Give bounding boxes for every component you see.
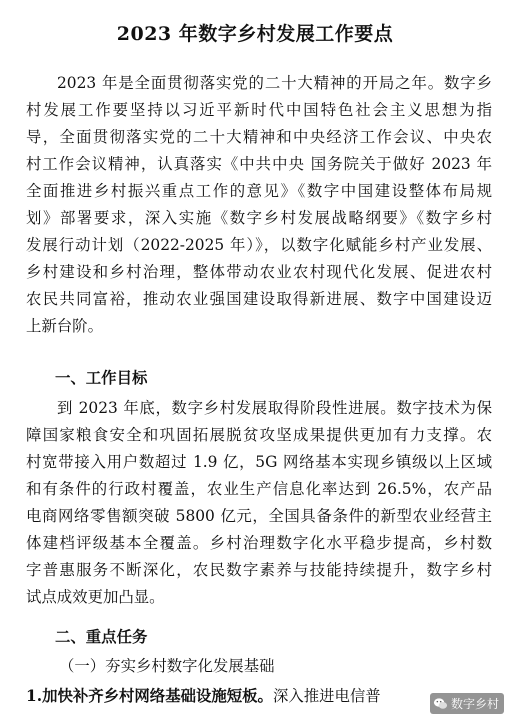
goals-line: 到 2023 年底，数字乡村发展取得阶段性进展。数字技术为保: [57, 399, 492, 417]
goals-line: 体建档评级基本全覆盖。乡村治理数字化水平稳步提高，乡村数: [26, 534, 492, 552]
task-line: [26, 686, 492, 706]
section-heading-goals: 一、工作目标: [55, 369, 148, 387]
watermark-text: 数字乡村: [450, 697, 499, 711]
watermark: [430, 693, 504, 714]
intro-line: 划》部署要求，深入实施《数字乡村发展战略纲要》《数字乡村: [26, 209, 492, 227]
goals-line: 字普惠服务不断深化，农民数字素养与技能持续提升，数字乡村: [26, 561, 492, 579]
intro-line: 村工作会议精神，认真落实《中共中央 国务院关于做好 2023 年: [26, 155, 492, 173]
intro-line: 乡村建设和乡村治理，整体带动农业农村现代化发展、促进农村: [26, 263, 492, 281]
intro-line: 全面推进乡村振兴重点工作的意见》《数字中国建设整体布局规: [26, 182, 492, 200]
goals-line: 试点成效更加凸显。: [26, 588, 165, 606]
task-title: 1.加快补齐乡村网络基础设施短板。: [26, 687, 273, 705]
intro-line: 农民共同富裕，推动农业强国建设取得新进展、数字中国建设迈: [26, 290, 492, 308]
intro-line: 村发展工作要坚持以习近平新时代中国特色社会主义思想为指: [26, 101, 492, 119]
goals-line: 和有条件的行政村覆盖，农业生产信息化率达到 26.5%，农产品: [26, 480, 492, 498]
section-heading-tasks: 二、重点任务: [55, 628, 148, 646]
intro-line: 上新台阶。: [26, 317, 103, 335]
subsection-heading: （一）夯实乡村数字化发展基础: [59, 657, 275, 675]
goals-line: 障国家粮食安全和巩固拓展脱贫攻坚成果提供更加有力支撑。农: [26, 426, 492, 444]
wechat-icon: [433, 696, 448, 711]
intro-line: 发展行动计划（2022-2025 年）》，以数字化赋能乡村产业发展、: [26, 236, 492, 254]
goals-line: 电商网络零售额突破 5800 亿元，全国具备条件的新型农业经营主: [26, 507, 492, 525]
intro-line: 2023 年是全面贯彻落实党的二十大精神的开局之年。数字乡: [57, 74, 492, 92]
intro-line: 导，全面贯彻落实党的二十大精神和中央经济工作会议、中央农: [26, 128, 492, 146]
document-title: 2023 年数字乡村发展工作要点: [116, 23, 394, 45]
task-text: 深入推进电信普: [272, 687, 381, 705]
goals-line: 村宽带接入用户数超过 1.9 亿，5G 网络基本实现乡镇级以上区域: [26, 453, 492, 471]
